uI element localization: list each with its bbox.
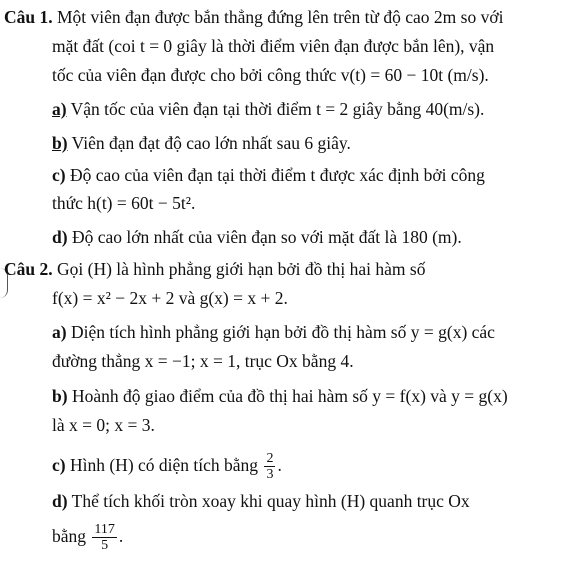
option-c-text-2: thức h(t) = 60t − 5t². xyxy=(52,193,196,213)
question-2-option-d xyxy=(52,490,470,512)
q2-option-a-text-1: Diện tích hình phẳng giới hạn bởi đồ thị hàm số y = g(x) các xyxy=(70,322,495,342)
option-c-label: c) xyxy=(52,165,66,185)
option-b-text: Viên đạn đạt độ cao lớn nhất sau 6 giây. xyxy=(71,133,351,153)
question-2-option-b xyxy=(52,385,508,407)
q2-option-b-text-1: Hoành độ giao điểm của đồ thị hai hàm số y = f(x) và y = g(x) xyxy=(71,386,508,406)
option-a-text: Vận tốc của viên đạn tại thời điểm t = 2 giây bằng 40(m/s). xyxy=(70,99,485,119)
question-1-option-d xyxy=(52,226,462,248)
question-1-text-3: tốc của viên đạn được cho bởi công thức v(t) = 60 − 10t (m/s). xyxy=(52,65,489,85)
question-2-option-c xyxy=(52,448,282,482)
q2-option-d-fraction xyxy=(92,522,116,553)
question-1-text-2: mặt đất (coi t = 0 giây là thời điểm viên đạn được bắn lên), vận xyxy=(52,36,495,56)
q2-option-d-end: . xyxy=(118,526,124,546)
q2-option-c-numerator: 2 xyxy=(266,451,274,467)
q2-option-b-text-2: là x = 0; x = 3. xyxy=(52,415,155,435)
question-2-text-1: Gọi (H) là hình phẳng giới hạn bởi đồ thị hai hàm số xyxy=(57,259,426,279)
question-2-label: Câu 2. xyxy=(4,259,53,279)
option-d-label: d) xyxy=(52,227,68,247)
q2-option-a-text-2: đường thẳng x = −1; x = 1, trục Ox bằng 4. xyxy=(52,351,354,371)
q2-option-d-denominator: 5 xyxy=(101,538,109,554)
q2-option-c-denominator: 3 xyxy=(266,467,274,483)
question-2-text-2: f(x) = x² − 2x + 2 và g(x) = x + 2. xyxy=(52,288,288,308)
q2-option-c-end: . xyxy=(277,455,282,475)
q2-option-c-fraction xyxy=(264,451,275,482)
q2-option-b-label: b) xyxy=(52,386,68,406)
q2-option-d-text-2: bằng xyxy=(52,526,87,546)
question-2-line-1 xyxy=(4,258,425,280)
q2-option-c-text: Hình (H) có diện tích bằng xyxy=(69,455,259,475)
option-c-text-1: Độ cao của viên đạn tại thời điểm t được xác định bởi công xyxy=(69,165,485,185)
option-b-label: b) xyxy=(52,133,68,153)
question-1-option-b xyxy=(52,132,351,154)
question-1-option-a xyxy=(52,98,484,120)
option-a-label: a) xyxy=(52,99,67,119)
question-1-label: Câu 1. xyxy=(4,7,53,27)
q2-option-d-text-1: Thể tích khối tròn xoay khi quay hình (H) quanh trục Ox xyxy=(71,491,470,511)
q2-option-a-label: a) xyxy=(52,322,67,342)
q2-option-d-numerator: 117 xyxy=(94,522,115,538)
option-d-text: Độ cao lớn nhất của viên đạn so với mặt đất là 180 (m). xyxy=(71,227,462,247)
question-1-line-1 xyxy=(4,6,503,28)
q2-option-c-label: c) xyxy=(52,455,66,475)
question-1-text-1: Một viên đạn được bắn thẳng đứng lên trên từ độ cao 2m so với xyxy=(57,7,504,27)
question-1-option-c xyxy=(52,164,485,186)
question-2-option-a xyxy=(52,321,495,343)
q2-option-d-line-2 xyxy=(52,518,123,554)
q2-option-d-label: d) xyxy=(52,491,68,511)
